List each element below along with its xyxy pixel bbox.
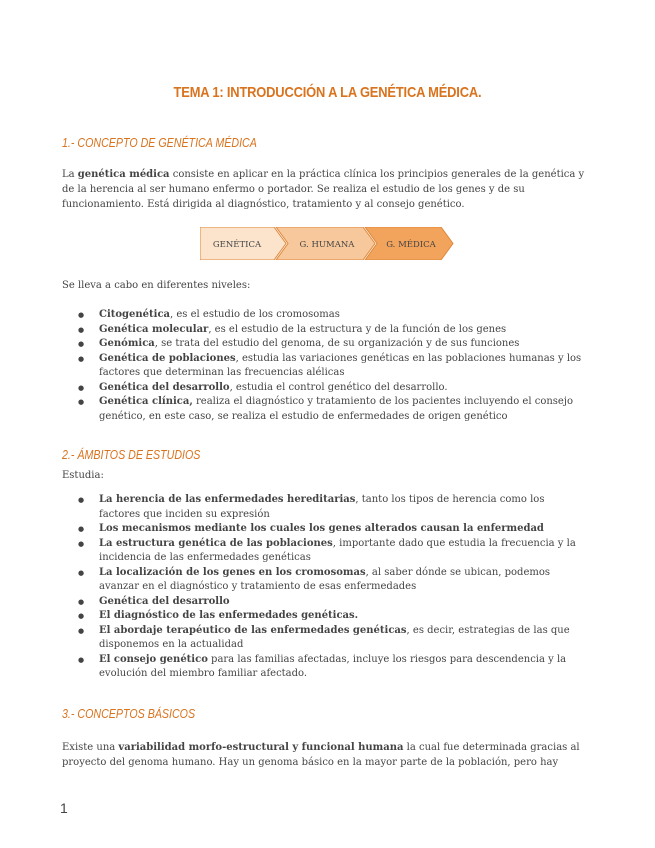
- item-bold: Genética clínica,: [99, 396, 193, 407]
- item-text: , importante dado que estudia la frecuencia y la incidencia de las enfermedades genéticas: [99, 537, 576, 563]
- s3-text-a: Existe una: [62, 742, 119, 753]
- page-title: TEMA 1: INTRODUCCIÓN A LA GENÉTICA MÉDICA.: [173, 84, 482, 101]
- item-bold: El consejo genético: [99, 653, 208, 665]
- item-text: , es decir, estrategias de las que disponemos en la actualidad: [99, 624, 570, 650]
- list-item: [62, 537, 582, 566]
- scopes-list: [62, 493, 582, 682]
- list-item: [62, 566, 582, 595]
- item-text: , estudia el control genético del desarrollo.: [229, 381, 448, 393]
- item-bold: La localización de los genes en los cromosomas: [99, 566, 366, 578]
- item-text: , es el estudio de los cromosomas: [170, 309, 340, 320]
- list-item: [62, 522, 582, 537]
- step-2-label: G. HUMANA: [299, 240, 355, 250]
- section-1-heading: 1.- CONCEPTO DE GENÉTICA MÉDICA: [62, 135, 257, 150]
- item-bold: Genética de poblaciones: [99, 352, 236, 364]
- intro-text-a: La: [62, 169, 78, 180]
- item-bold: El diagnóstico de las enfermedades genéticas.: [99, 610, 359, 621]
- levels-intro: Se lleva a cabo en diferentes niveles:: [62, 280, 251, 291]
- item-text: , estudia las variaciones genéticas en las poblaciones humanas y los factores que determinan las frecuencias alélicas: [99, 352, 582, 378]
- section-3-paragraph: [62, 740, 592, 770]
- section-3-heading: 3.- CONCEPTOS BÁSICOS: [62, 706, 196, 721]
- step-1-label: GENÉTICA: [212, 240, 262, 250]
- section-2-intro: Estudia:: [62, 470, 104, 481]
- list-item: [62, 352, 582, 381]
- item-text: , es el estudio de la estructura y de la función de los genes: [208, 323, 507, 335]
- item-bold: Los mecanismos mediante los cuales los genes alterados causan la enfermedad: [99, 523, 544, 534]
- list-item: [62, 308, 582, 323]
- item-bold: Genética molecular: [99, 323, 209, 335]
- item-text: , tanto los tipos de herencia como los factores que inciden su expresión: [99, 494, 545, 520]
- s3-text-c: la cual fue determinada gracias al proyecto del genoma humano. Hay un genoma básico en la mayor parte de la población, pero hay: [62, 742, 580, 768]
- item-bold: La herencia de las enfermedades hereditarias: [99, 494, 356, 505]
- list-item: [62, 609, 582, 624]
- list-item: [62, 595, 582, 610]
- list-item: [62, 493, 582, 522]
- levels-list: [62, 308, 582, 424]
- item-bold: Genética del desarrollo: [99, 381, 230, 393]
- item-text: , al saber dónde se ubican, podemos avanzar en el diagnóstico y tratamiento de esas enfermedades: [99, 566, 551, 592]
- item-bold: La estructura genética de las poblaciones: [99, 537, 333, 549]
- intro-text-c: consiste en aplicar en la práctica clínica los principios generales de la genética y de la herencia al ser humano enfermo o portador. Se realiza el estudio de los genes y de su funcionamiento. Está dirigida al diagnóstico, tratamiento y al consejo genético.: [62, 169, 585, 210]
- item-bold: Citogenética: [99, 309, 171, 320]
- list-item: [62, 337, 582, 352]
- list-item: [62, 624, 582, 653]
- item-bold: Genómica: [99, 338, 155, 349]
- list-item: [62, 395, 582, 424]
- genetics-flow-diagram: [200, 227, 455, 260]
- item-text: realiza el diagnóstico y tratamiento de los pacientes incluyendo el consejo genético, en este caso, se realiza el estudio de enfermedades de origen genético: [99, 396, 573, 422]
- page-number: 1: [60, 800, 68, 816]
- item-bold: Genética del desarrollo: [99, 595, 230, 607]
- item-text: para las familias afectadas, incluye los riesgos para descendencia y la evolución del miembro familiar afectado.: [99, 653, 567, 679]
- item-text: , se trata del estudio del genoma, de su organización y de sus funciones: [154, 338, 520, 349]
- list-item: [62, 323, 582, 338]
- list-item: [62, 381, 582, 396]
- step-3-label: G. MÉDICA: [386, 240, 436, 250]
- s3-bold: variabilidad morfo-estructural y funcional humana: [118, 742, 404, 753]
- item-bold: El abordaje terapéutico de las enfermedades genéticas: [99, 624, 407, 636]
- list-item: [62, 653, 582, 682]
- intro-bold: genética médica: [77, 169, 170, 180]
- section-1-intro: [62, 167, 592, 212]
- section-2-heading: 2.- ÁMBITOS DE ESTUDIOS: [62, 447, 201, 462]
